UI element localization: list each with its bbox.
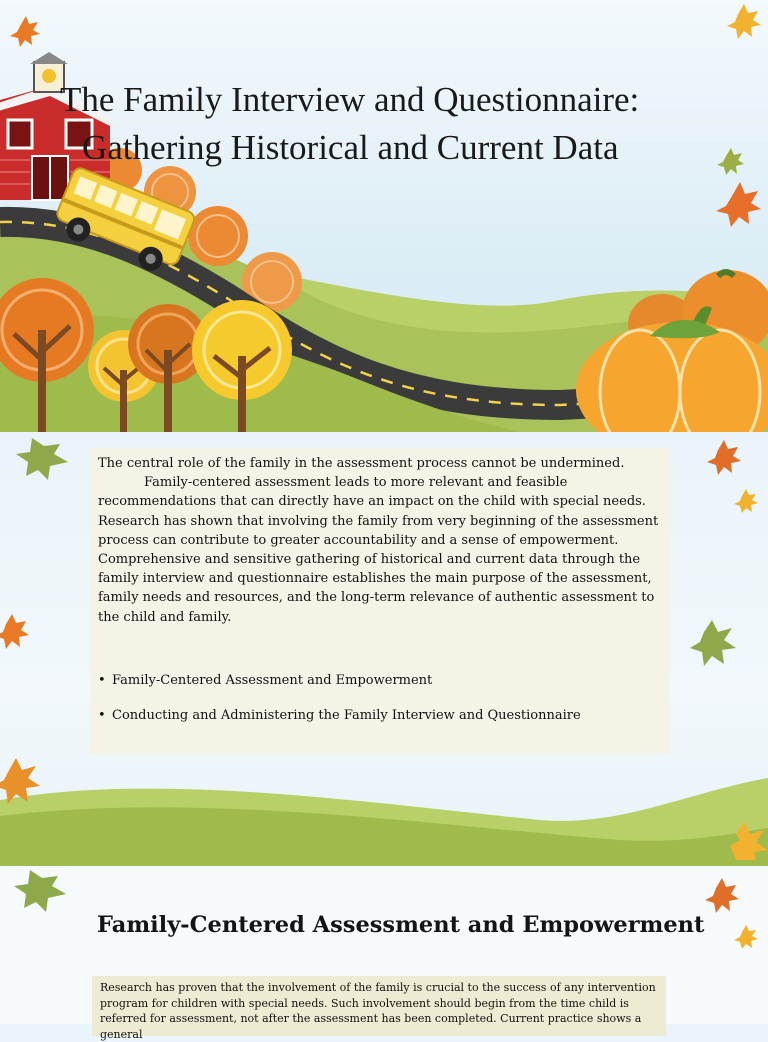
maple-leaf-icon — [705, 878, 739, 913]
title-slide — [0, 0, 768, 432]
overview-slide — [0, 432, 768, 866]
maple-leaf-icon — [16, 438, 68, 480]
maple-leaf-icon — [727, 4, 761, 39]
maple-leaf-icon — [716, 182, 761, 227]
maple-leaf-icon — [14, 870, 66, 912]
maple-leaf-icon — [690, 620, 736, 666]
maple-leaf-icon — [0, 614, 29, 649]
topic-list-item: • Conducting and Administering the Family Interview and Questionnaire — [98, 706, 660, 725]
slide-title-line2: Gathering Historical and Current Data — [82, 128, 619, 167]
autumn-landscape-illustration — [0, 0, 768, 432]
maple-leaf-icon — [734, 925, 758, 949]
maple-leaf-icon — [10, 16, 40, 47]
maple-leaf-icon — [707, 440, 741, 475]
section-heading: Family-Centered Assessment and Empowerment — [97, 912, 705, 938]
maple-leaf-icon — [734, 489, 758, 513]
overview-paragraph-1: The central role of the family in the assessment process cannot be undermined. — [98, 456, 625, 471]
slide-title-line1: The Family Interview and Questionnaire: — [60, 80, 640, 119]
overview-text-box — [90, 448, 670, 754]
slide-title — [60, 76, 760, 172]
section-text-box: Research has proven that the involvement of the family is crucial to the success of any intervention program for children with special needs. Such involvement should begin from the time child is referred for assessment, not after the assessment has been completed. Current practice shows a general — [92, 976, 666, 1036]
overview-paragraph-2: Family-centered assessment leads to more relevant and feasible recommendations that can directly have an impact on the child with special needs. Research has shown that involving the family from very beginning of the assessment process can contribute to greater accountability and a sense of empowerment. Comprehensive and sensitive gathering of historical and current data through the family interview and questionnaire establishes the main purpose of the assessment, family needs and resources, and the long-term relevance of authentic assessment to the child and family. — [98, 475, 659, 625]
section-slide — [0, 866, 768, 1041]
topic-list — [98, 671, 660, 725]
topic-list-item: • Family-Centered Assessment and Empowerment — [98, 671, 660, 690]
